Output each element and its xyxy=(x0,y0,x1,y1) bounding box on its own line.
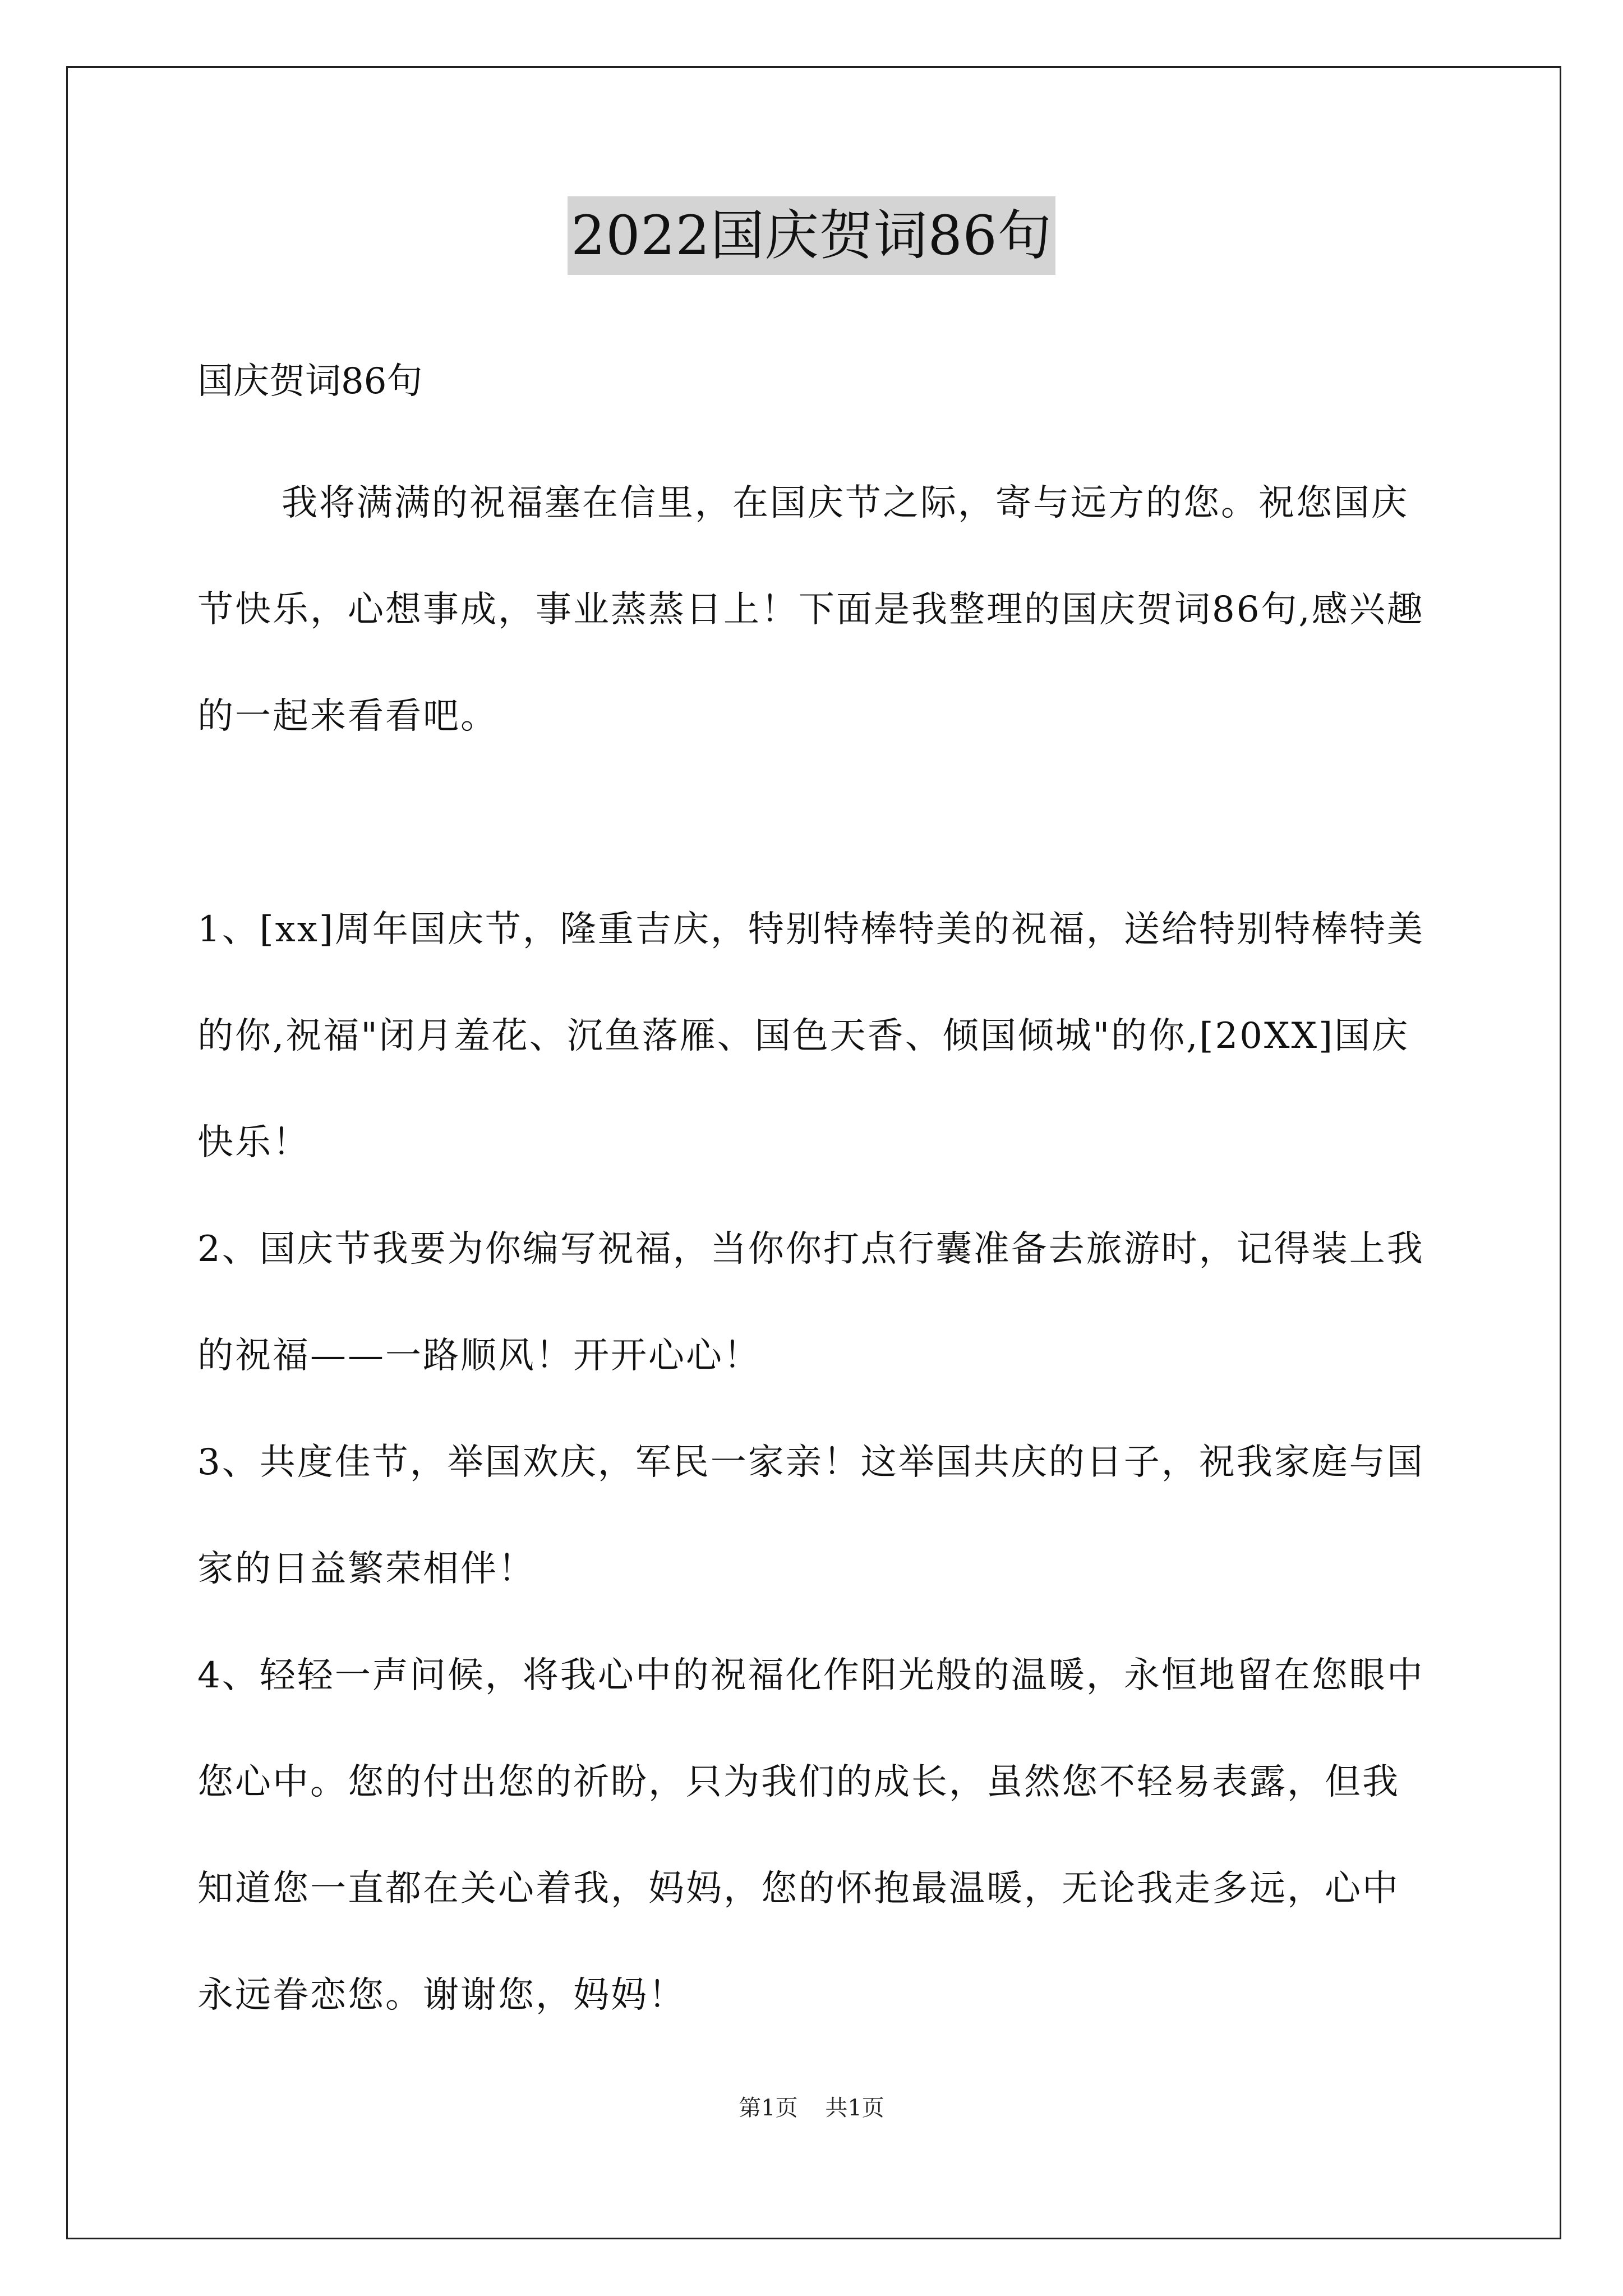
greeting-item-4: 4、轻轻一声问候，将我心中的祝福化作阳光般的温暖，永恒地留在您眼中您心中。您的付出您的祈盼，只为我们的成长，虽然您不轻易表露，但我知道您一直都在关心着我，妈妈，您的怀抱最温暖，无论我走多远，心中永远眷恋您。谢谢您，妈妈！ xyxy=(197,1655,1424,2016)
document-title: 2022国庆贺词86句 xyxy=(568,196,1055,275)
page-number-current: 第1页 xyxy=(739,2095,798,2121)
document-subtitle: 国庆贺词86句 xyxy=(197,361,423,402)
page-number-total: 共1页 xyxy=(825,2095,884,2121)
intro-paragraph: 我将满满的祝福塞在信里，在国庆节之际，寄与远方的您。祝您国庆节快乐，心想事成，事业蒸蒸日上！下面是我整理的国庆贺词86句,感兴趣的一起来看看吧。 xyxy=(197,482,1424,737)
greeting-item-1: 1、[xx]周年国庆节，隆重吉庆，特别特棒特美的祝福，送给特别特棒特美的你,祝福"闭月羞花、沉鱼落雁、国色天香、倾国倾城"的你,[20XX]国庆快乐！ xyxy=(197,909,1424,1163)
page-footer xyxy=(0,2091,1623,2125)
greeting-item-2: 2、国庆节我要为你编写祝福，当你你打点行囊准备去旅游时，记得装上我的祝福——一路顺风！开开心心！ xyxy=(197,1228,1424,1377)
greeting-item-3: 3、共度佳节，举国欢庆，军民一家亲！这举国共庆的日子，祝我家庭与国家的日益繁荣相伴！ xyxy=(197,1442,1424,1590)
paragraph-spacer xyxy=(197,770,1437,876)
title-container xyxy=(0,196,1623,275)
greetings-list xyxy=(197,876,1437,2049)
document-body xyxy=(197,348,1437,2049)
